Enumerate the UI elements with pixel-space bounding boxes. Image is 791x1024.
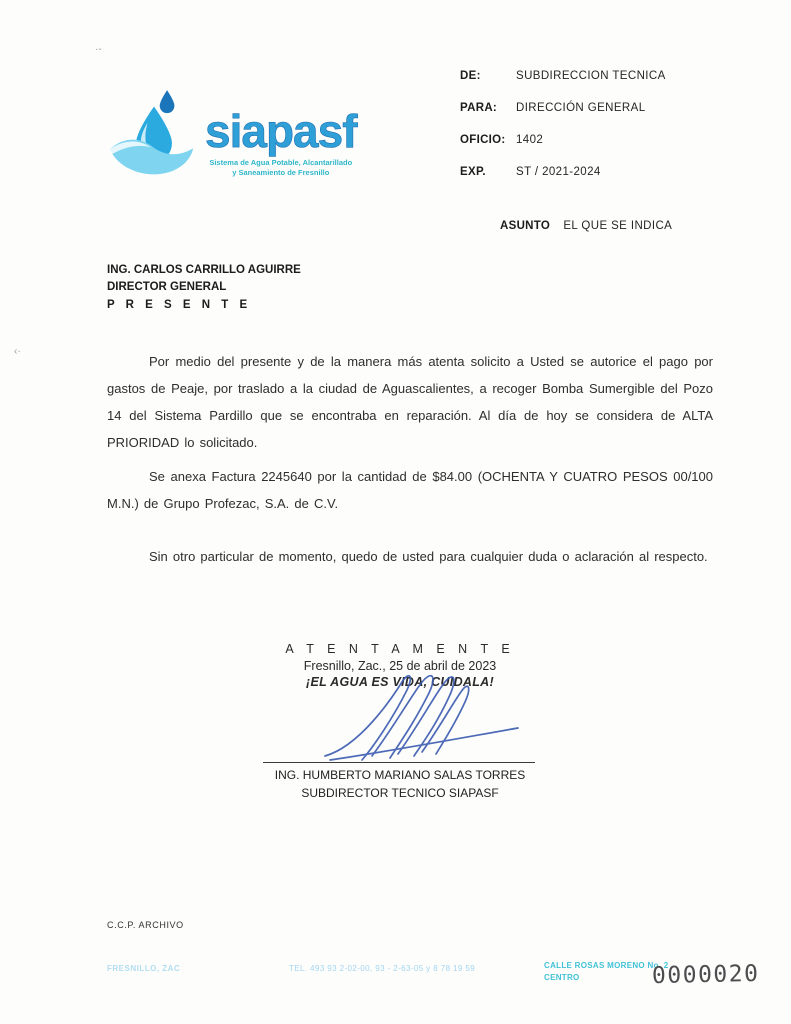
folio-stamp: 0000020	[651, 960, 760, 990]
field-asunto	[500, 220, 672, 232]
field-oficio	[460, 134, 666, 146]
brand-tagline-line2: y Saneamiento de Fresnillo	[232, 168, 330, 178]
field-oficio-value: 1402	[516, 134, 544, 146]
closing-block	[230, 642, 570, 689]
field-de-label: DE:	[460, 70, 481, 82]
recipient-title: DIRECTOR GENERAL	[107, 281, 227, 294]
body-paragraph-2: Se anexa Factura 2245640 por la cantidad de $84.00 (OCHENTA Y CUATRO PESOS 00/100 M.N.) de Grupo Profezac, S.A. de C.V.	[107, 469, 713, 511]
recipient-presente: P R E S E N T E	[107, 298, 252, 311]
footer-address-line2: CENTRO	[544, 973, 580, 982]
brand-name: siapasf	[205, 105, 357, 157]
siapasf-logo	[105, 86, 405, 186]
closing-slogan: ¡EL AGUA ES VIDA, CUIDALA!	[306, 675, 494, 689]
header-fields	[460, 70, 666, 198]
field-para-value: DIRECCIÓN GENERAL	[516, 102, 646, 114]
scan-artifact: ‹·	[14, 346, 21, 357]
signer-title: SUBDIRECTOR TECNICO SIAPASF	[301, 786, 499, 800]
body-paragraph-1: Por medio del presente y de la manera más atenta solicito a Usted se autorice el pago por gastos de Peaje, por traslado a la ciudad de Aguascalientes, a recoger Bomba Sumergible del Pozo 14 del Sistema Pardillo que se encontraba en reparación. Al día de hoy se considera de ALTA PRIORIDAD lo solicitado.	[107, 354, 713, 450]
field-exp-value: ST / 2021-2024	[516, 166, 601, 178]
footer-phone: TEL. 493 93 2-02-00, 93 - 2-63-05 y 8 78 19 59	[289, 964, 476, 973]
water-drop-icon	[105, 86, 203, 186]
scan-artifact: ·-	[95, 44, 102, 55]
field-para	[460, 102, 666, 114]
body-paragraph-3: Sin otro particular de momento, quedo de usted para cualquier duda o aclaración al respecto.	[149, 549, 708, 564]
brand-tagline	[205, 158, 357, 178]
field-de	[460, 70, 666, 82]
ccp-note: C.C.P. ARCHIVO	[107, 920, 184, 930]
field-asunto-value: EL QUE SE INDICA	[563, 220, 673, 232]
recipient-name: ING. CARLOS CARRILLO AGUIRRE	[107, 264, 301, 276]
recipient-block	[107, 262, 301, 314]
signature-line	[263, 762, 535, 763]
signer-block	[230, 766, 570, 802]
closing-place-date: Fresnillo, Zac., 25 de abril de 2023	[303, 659, 497, 673]
field-oficio-label: OFICIO:	[460, 134, 506, 146]
brand-tagline-line1: Sistema de Agua Potable, Alcantarillado	[209, 158, 353, 167]
footer-address-line1: CALLE ROSAS MORENO No. 2	[544, 961, 669, 970]
footer-address	[544, 960, 669, 984]
footer-city: FRESNILLO, ZAC	[107, 964, 181, 973]
field-exp-label: EXP.	[460, 166, 486, 178]
closing-atentamente: A T E N T A M E N T E	[285, 642, 515, 656]
signer-name: ING. HUMBERTO MARIANO SALAS TORRES	[274, 768, 526, 782]
field-asunto-label: ASUNTO	[500, 220, 551, 232]
field-exp	[460, 166, 666, 178]
field-para-label: PARA:	[460, 102, 498, 114]
field-de-value: SUBDIRECCION TECNICA	[516, 70, 666, 82]
